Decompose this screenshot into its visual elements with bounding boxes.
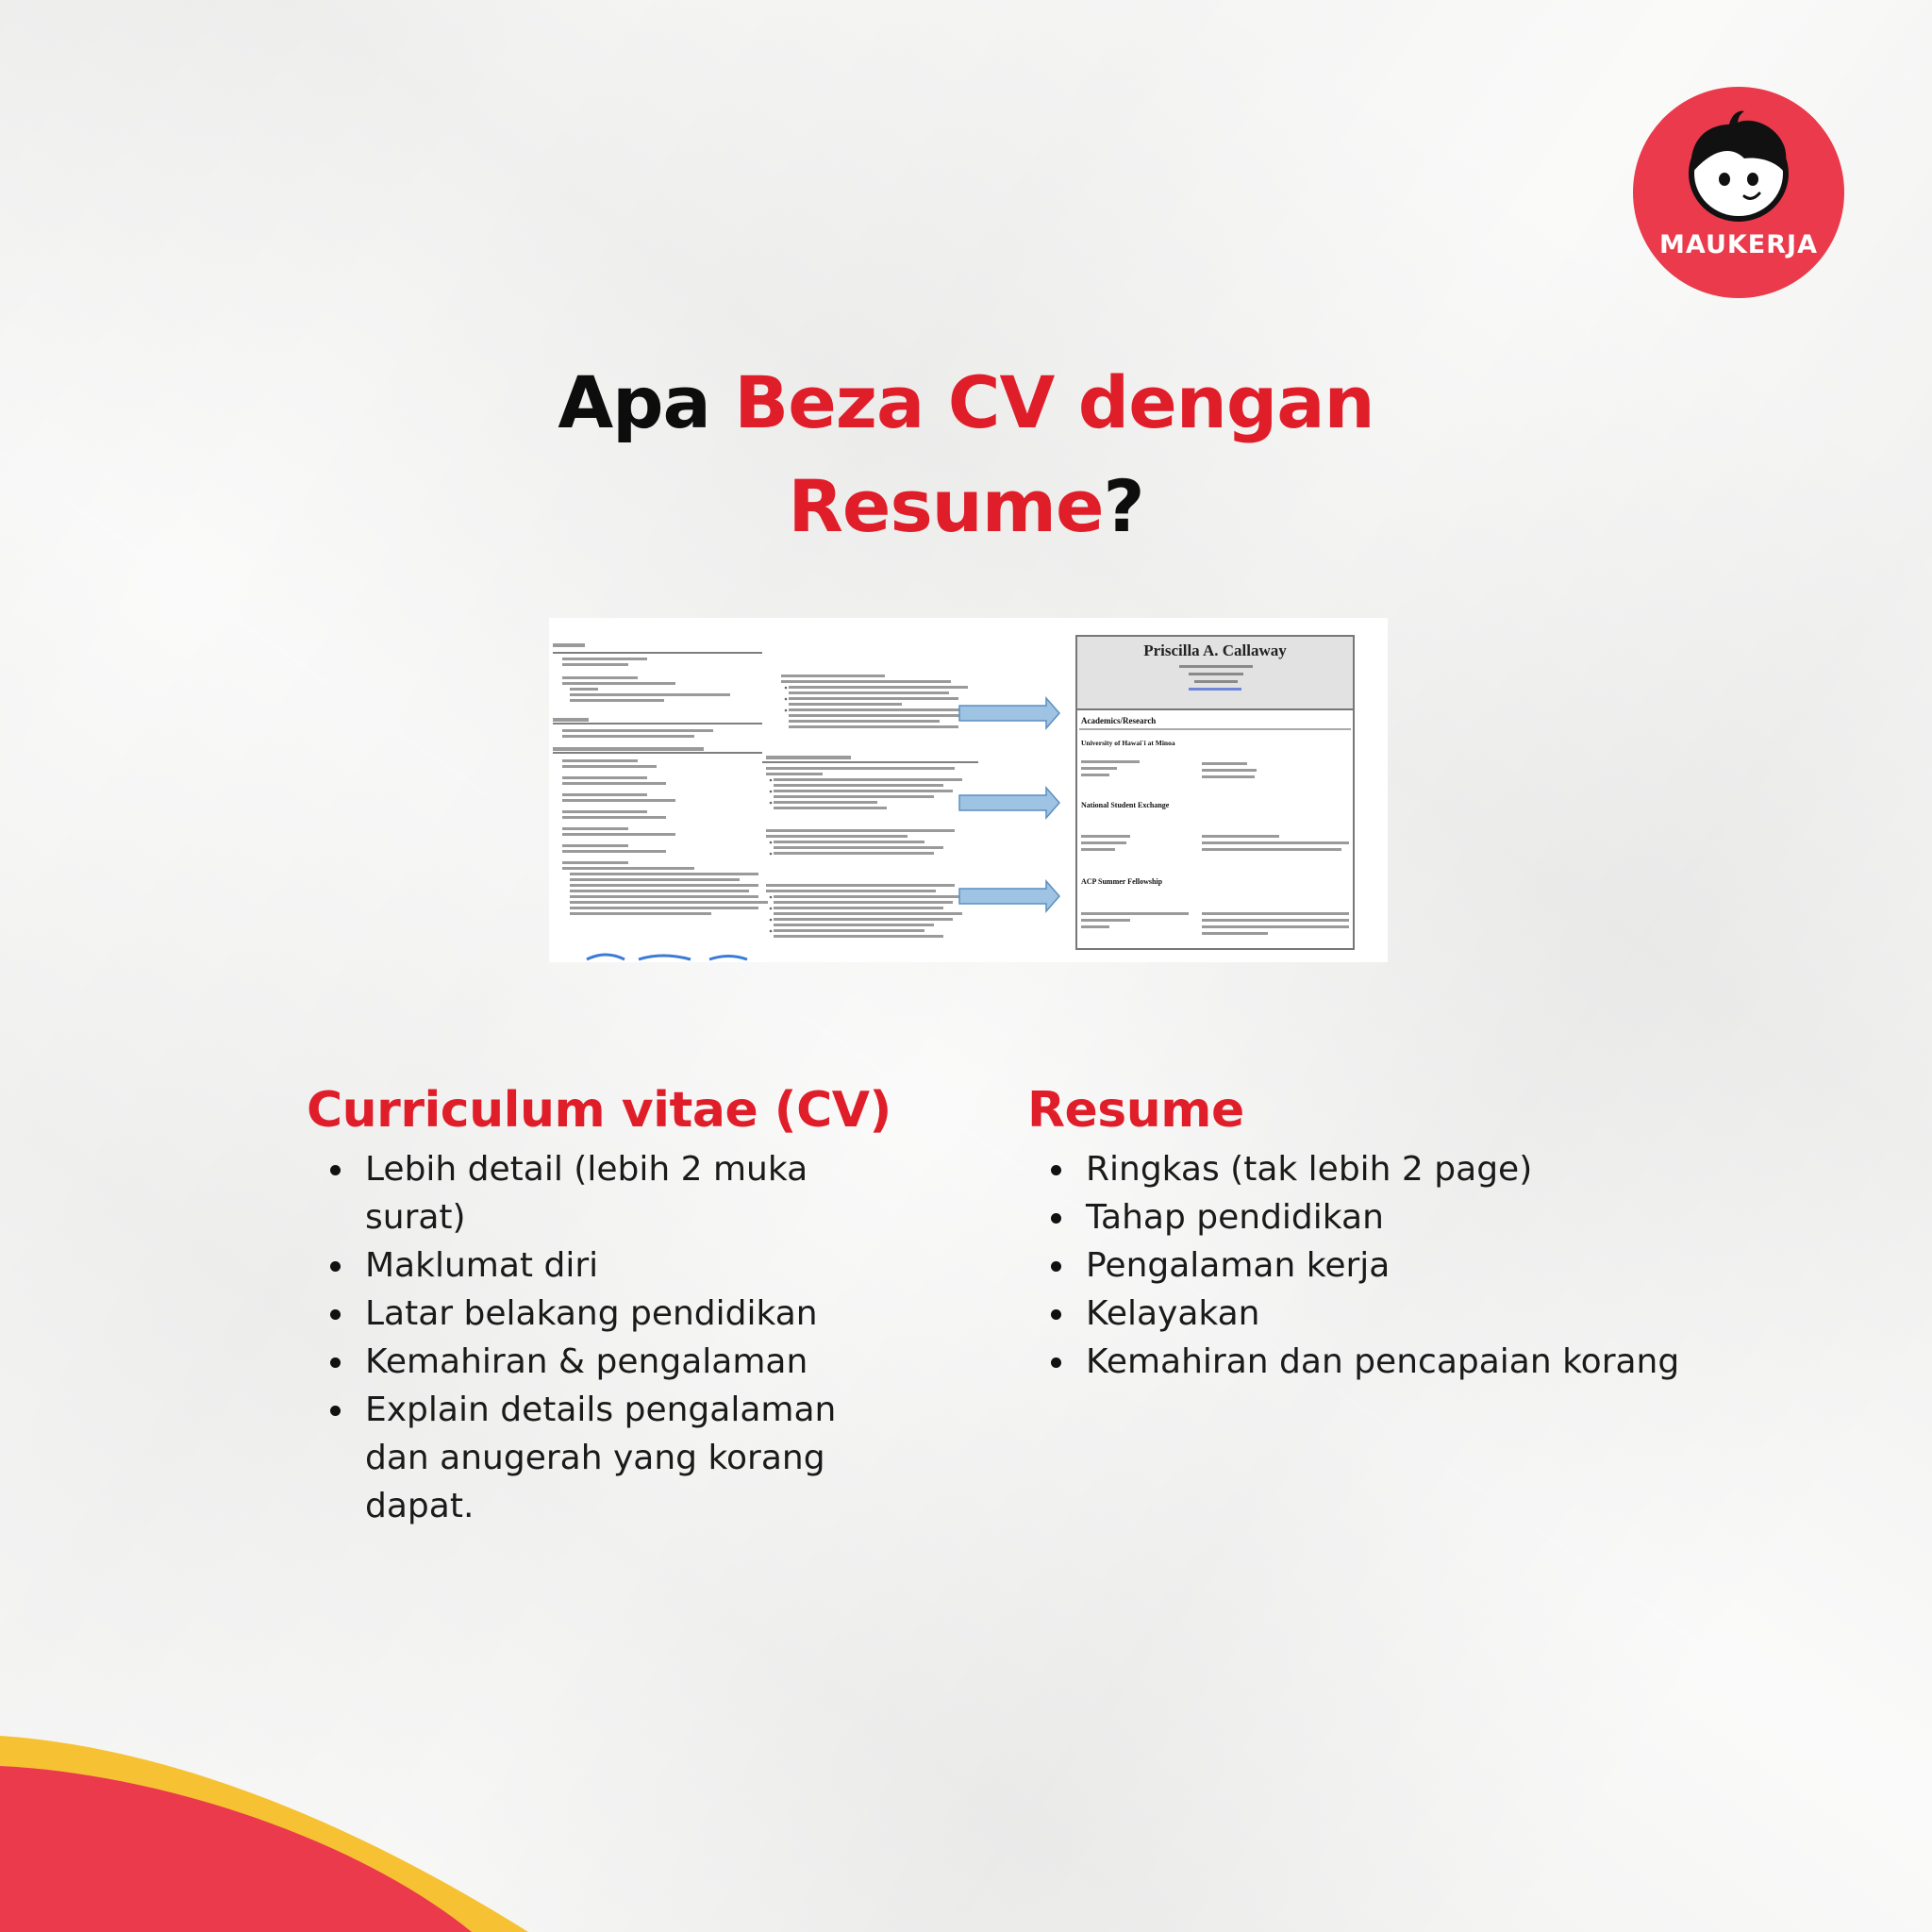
- mascot-face-icon: [1633, 87, 1844, 298]
- resume-item: Tahap pendidikan: [1086, 1193, 1688, 1241]
- cv-document-pages: [549, 618, 1077, 962]
- resume-name: Priscilla A. Callaway: [1143, 641, 1287, 659]
- cv-item: Maklumat diri: [365, 1241, 910, 1290]
- cv-heading: Curriculum vitae (CV): [307, 1082, 891, 1139]
- resume-section-fellowship: ACP Summer Fellowship: [1081, 877, 1163, 886]
- page-title: [0, 351, 1932, 558]
- resume-document: [1075, 635, 1355, 950]
- resume-subheading: University of Hawai`i at Minoa: [1081, 739, 1175, 747]
- title-line-1: [0, 351, 1932, 455]
- resume-body-lines: [1077, 727, 1353, 973]
- resume-item: Kelayakan: [1086, 1290, 1688, 1338]
- logo-wordmark: MAUKERJA: [1659, 230, 1818, 259]
- title-apa: Apa: [558, 360, 735, 444]
- arrow-right-icon: [959, 698, 1059, 911]
- resume-item: Kemahiran dan pencapaian korang: [1086, 1338, 1688, 1386]
- resume-item: Ringkas (tak lebih 2 page): [1086, 1145, 1688, 1193]
- cv-list: [307, 1145, 910, 1530]
- resume-list: [1027, 1145, 1688, 1386]
- corner-decoration: [0, 1717, 528, 1932]
- resume-item: Pengalaman kerja: [1086, 1241, 1688, 1290]
- resume-contact-lines: [1077, 637, 1353, 708]
- title-line-2: [0, 455, 1932, 558]
- title-question-mark: ?: [1103, 464, 1144, 548]
- title-resume: Resume: [788, 464, 1104, 548]
- cv-column: [307, 1075, 910, 1530]
- cv-resume-comparison-image: [549, 618, 1388, 962]
- cv-item: Lebih detail (lebih 2 muka surat): [365, 1145, 910, 1241]
- title-beza-cv: Beza CV dengan: [734, 360, 1374, 444]
- maukerja-logo: [1633, 87, 1844, 298]
- cv-item: Kemahiran & pengalaman: [365, 1338, 910, 1386]
- resume-column: [1027, 1075, 1688, 1386]
- resume-heading: Resume: [1027, 1082, 1244, 1139]
- cv-item: Latar belakang pendidikan: [365, 1290, 910, 1338]
- cv-item: Explain details pengalaman dan anugerah yang korang dapat.: [365, 1386, 910, 1530]
- resume-header: [1077, 637, 1353, 710]
- resume-section-academics: Academics/Research: [1081, 716, 1157, 725]
- resume-section-exchange: National Student Exchange: [1081, 801, 1170, 809]
